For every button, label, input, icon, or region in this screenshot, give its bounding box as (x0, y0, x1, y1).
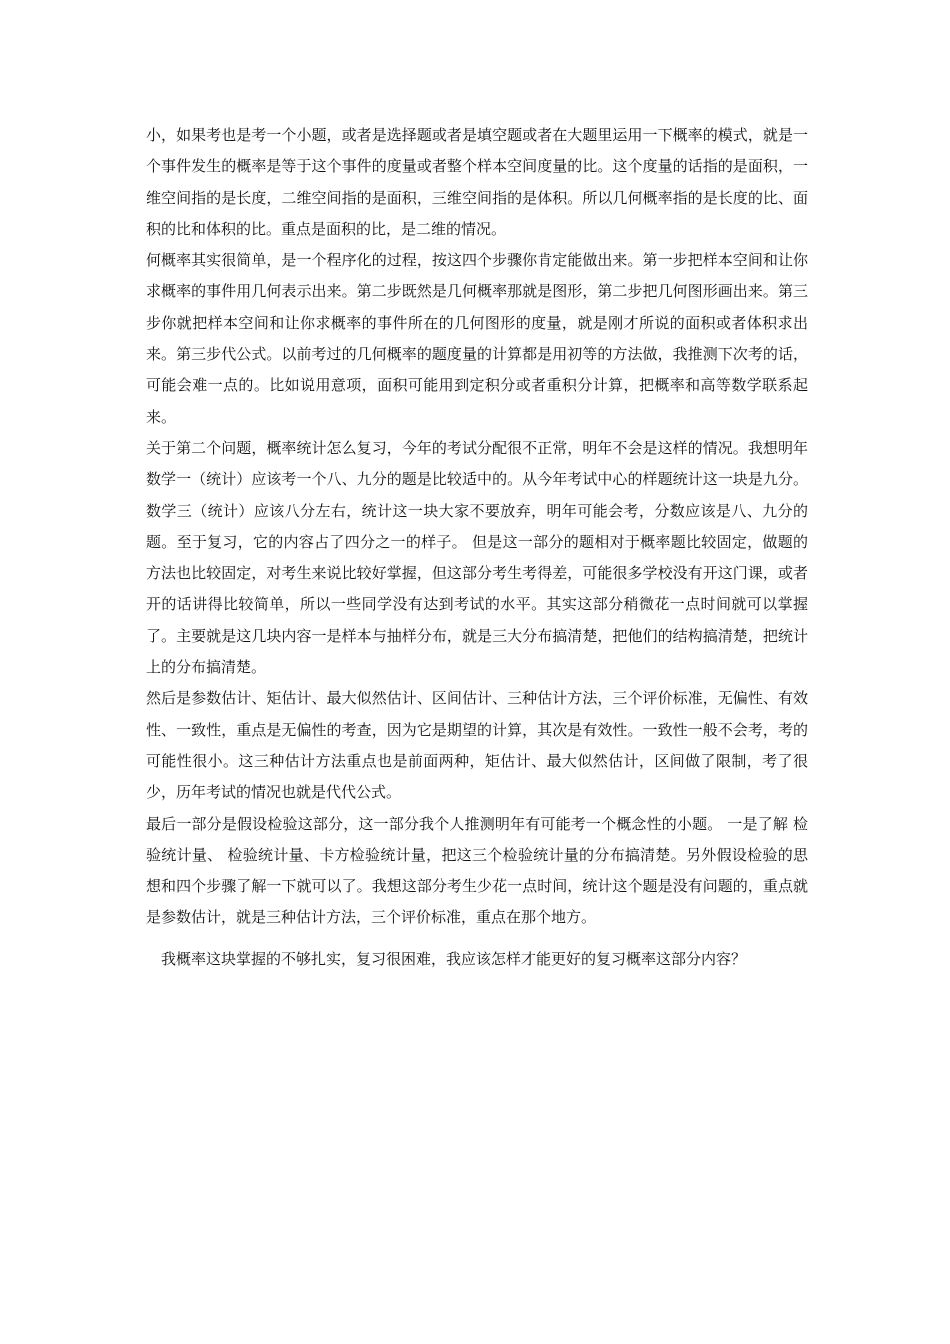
paragraph-geometric-probability-steps: 何概率其实很简单，是一个程序化的过程，按这四个步骤你肯定能做出来。第一步把样本空间和让你求概率的事件用几何表示出来。第二步既然是几何概率那就是图形，第二步把几何图形画出来。第三步你就把样本空间和让你求概率的事件所在的几何图形的度量，就是刚才所说的面积或者体积求出来。第三步代公式。以前考过的几何概率的题度量的计算都是用初等的方法做，我推测下次考的话，可能会难一点的。比如说用意项，面积可能用到定积分或者重积分计算，把概率和高等数学联系起来。 (146, 251, 808, 426)
question-heading: 我概率这块掌握的不够扎实，复习很困难，我应该怎样才能更好的复习概率这部分内容？ (161, 949, 747, 968)
paragraph-hypothesis-testing: 最后一部分是假设检验这部分，这一部分我个人推测明年有可能考一个概念性的小题。 一是了解 检验统计量、 检验统计量、卡方检验统计量，把这三个检验统计量的分布搞清楚。另外假设检验的思想和四个步骤了解一下就可以了。我想这部分考生少花一点时间，统计这个题是没有问题的，重点就是参数估计，就是三种估计方法，三个评价标准，重点在那个地方。 (146, 814, 808, 927)
paragraph-geometric-probability-intro: 小，如果考也是考一个小题，或者是选择题或者是填空题或者在大题里运用一下概率的模式，就是一个事件发生的概率是等于这个事件的度量或者整个样本空间度量的比。这个度量的话指的是面积，一维空间指的是长度，二维空间指的是面积，三维空间指的是体积。所以几何概率指的是长度的比、面积的比和体积的比。重点是面积的比，是二维的情况。 (146, 126, 808, 238)
paragraph-parameter-estimation: 然后是参数估计、矩估计、最大似然估计、区间估计、三种估计方法，三个评价标准，无偏性、有效性、一致性，重点是无偏性的考查，因为它是期望的计算，其次是有效性。一致性一般不会考，考的可能性很小。这三种估计方法重点也是前面两种，矩估计、最大似然估计，区间做了限制，考了很少，历年考试的情况也就是代代公式。 (146, 689, 808, 802)
document-body (146, 120, 808, 975)
paragraph-statistics-review: 关于第二个问题，概率统计怎么复习，今年的考试分配很不正常，明年不会是这样的情况。我想明年数学一（统计）应该考一个八、九分的题是比较适中的。从今年考试中心的样题统计这一块是九分。数学三（统计）应该八分左右，统计这一块大家不要放弃，明年可能会考，分数应该是八、九分的题。至于复习，它的内容占了四分之一的样子。 但是这一部分的题相对于概率题比较固定，做题的方法也比较固定，对考生来说比较好掌握，但这部分考生考得差，可能很多学校没有开这门课，或者开的话讲得比较简单，所以一些同学没有达到考试的水平。其实这部分稍微花一点时间就可以掌握了。主要就是这几块内容一是样本与抽样分布，就是三大分布搞清楚，把他们的结构搞清楚，把统计上的分布搞清楚。 (146, 438, 808, 677)
